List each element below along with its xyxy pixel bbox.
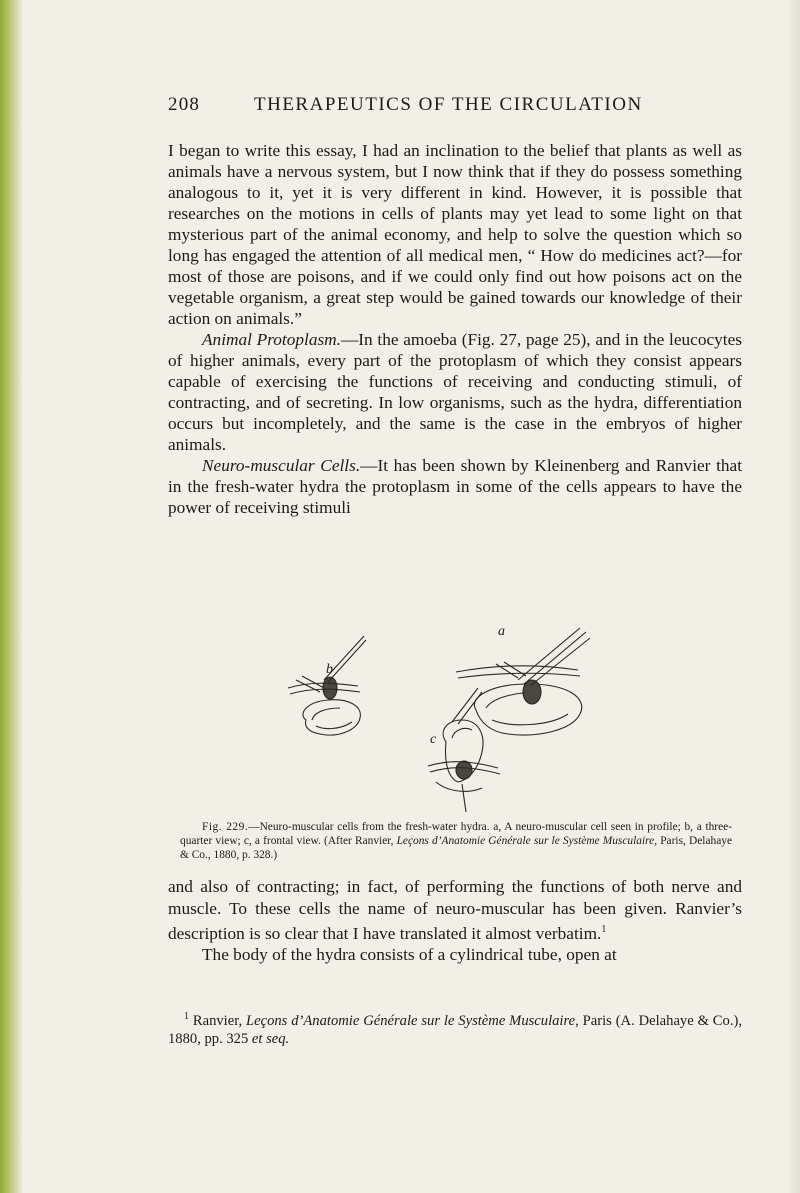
caption-book-title: Leçons d’Anatomie Générale sur le Système Musculaire <box>396 835 655 847</box>
footnote-reference: 1 <box>601 924 607 935</box>
figure-label-b: b <box>326 662 333 677</box>
page-edge <box>788 0 800 1193</box>
figure-label-a: a <box>498 624 505 639</box>
cell-a-drawing <box>456 628 590 735</box>
paragraph-text: —It has been shown by Kleinenberg and Ranvier that in the fresh-water hydra the protoplasm in some of the cells appears to have the power of receiving stimuli <box>168 456 742 517</box>
paragraph-animal-protoplasm <box>168 329 742 455</box>
footnote-marker: 1 <box>184 1011 189 1022</box>
section-heading-neuro-muscular: Neuro-muscular Cells. <box>202 456 361 475</box>
caption-citation-tail: , Paris, Delahaye & Co., 1880, p. 328.) <box>180 835 732 861</box>
paragraph-text: and also of contracting; in fact, of performing the functions of both nerve and muscle. To these cells the name of neuro-muscular has been given. Ranvier’s description is so clear that I have translated it almost verbatim. <box>168 877 742 943</box>
paragraph-neuro-muscular <box>168 455 742 518</box>
cell-b-drawing <box>288 636 366 735</box>
footnote-text: Ranvier, <box>189 1012 247 1029</box>
paragraph-hydra-body: The body of the hydra consists of a cylindrical tube, open at <box>202 945 617 965</box>
cell-c-drawing <box>428 688 500 812</box>
caption-text: —Neuro-muscular cells from the fresh-water hydra. a, A neuro-muscular cell seen in profile; b, a three-quarter view; c, a frontal view. (After Ranvier, <box>180 821 733 847</box>
main-text-block <box>168 140 742 518</box>
section-heading-animal-protoplasm: Animal Protoplasm. <box>202 330 341 349</box>
neuro-muscular-cells-illustration <box>268 622 648 817</box>
continued-text-block <box>168 876 742 966</box>
figure-caption <box>180 820 732 862</box>
figure-label-c: c <box>430 732 437 747</box>
running-title: THERAPEUTICS OF THE CIRCULATION <box>254 94 643 115</box>
paragraph-intro: I began to write this essay, I had an inclination to the belief that plants as well as animals have a nervous system, but I now think that if they do possess something analogous to it, yet it is very different in kind. However, it is possible that researches on the motions in cells of plants may yet lead to some light on that mysterious part of the animal economy, and help to solve the question which so long has engaged the attention of all medical men, “ How do medicines act?—for most of those are poisons, and if we could only find out how poisons act on the vegetable organism, a great step would be gained towards our knowledge of their action on animals.” <box>168 141 742 328</box>
paragraph-text: —In the amoeba (Fig. 27, page 25), and in the leucocytes of higher animals, every part of the protoplasm of which they consist appears capable of exercising the functions of receiving and conducting stimuli, of contracting, and of secreting. In low organisms, such as the hydra, differentiation occurs but incompletely, and the same is the case in the embryos of higher animals. <box>168 330 742 454</box>
footnote-citation: , Paris (A. Delahaye & Co.), 1880, pp. 325 <box>168 1012 742 1047</box>
footnote-et-seq: et seq. <box>251 1030 290 1047</box>
footnote <box>168 1008 742 1048</box>
footnote-book-title: Leçons d’Anatomie Générale sur le Système Musculaire <box>246 1012 576 1029</box>
book-binding-edge <box>0 0 22 1193</box>
figure-number: Fig. 229. <box>202 821 249 833</box>
paragraph-continuation <box>168 876 742 944</box>
page-number: 208 <box>168 94 201 115</box>
figure-229 <box>268 622 648 817</box>
